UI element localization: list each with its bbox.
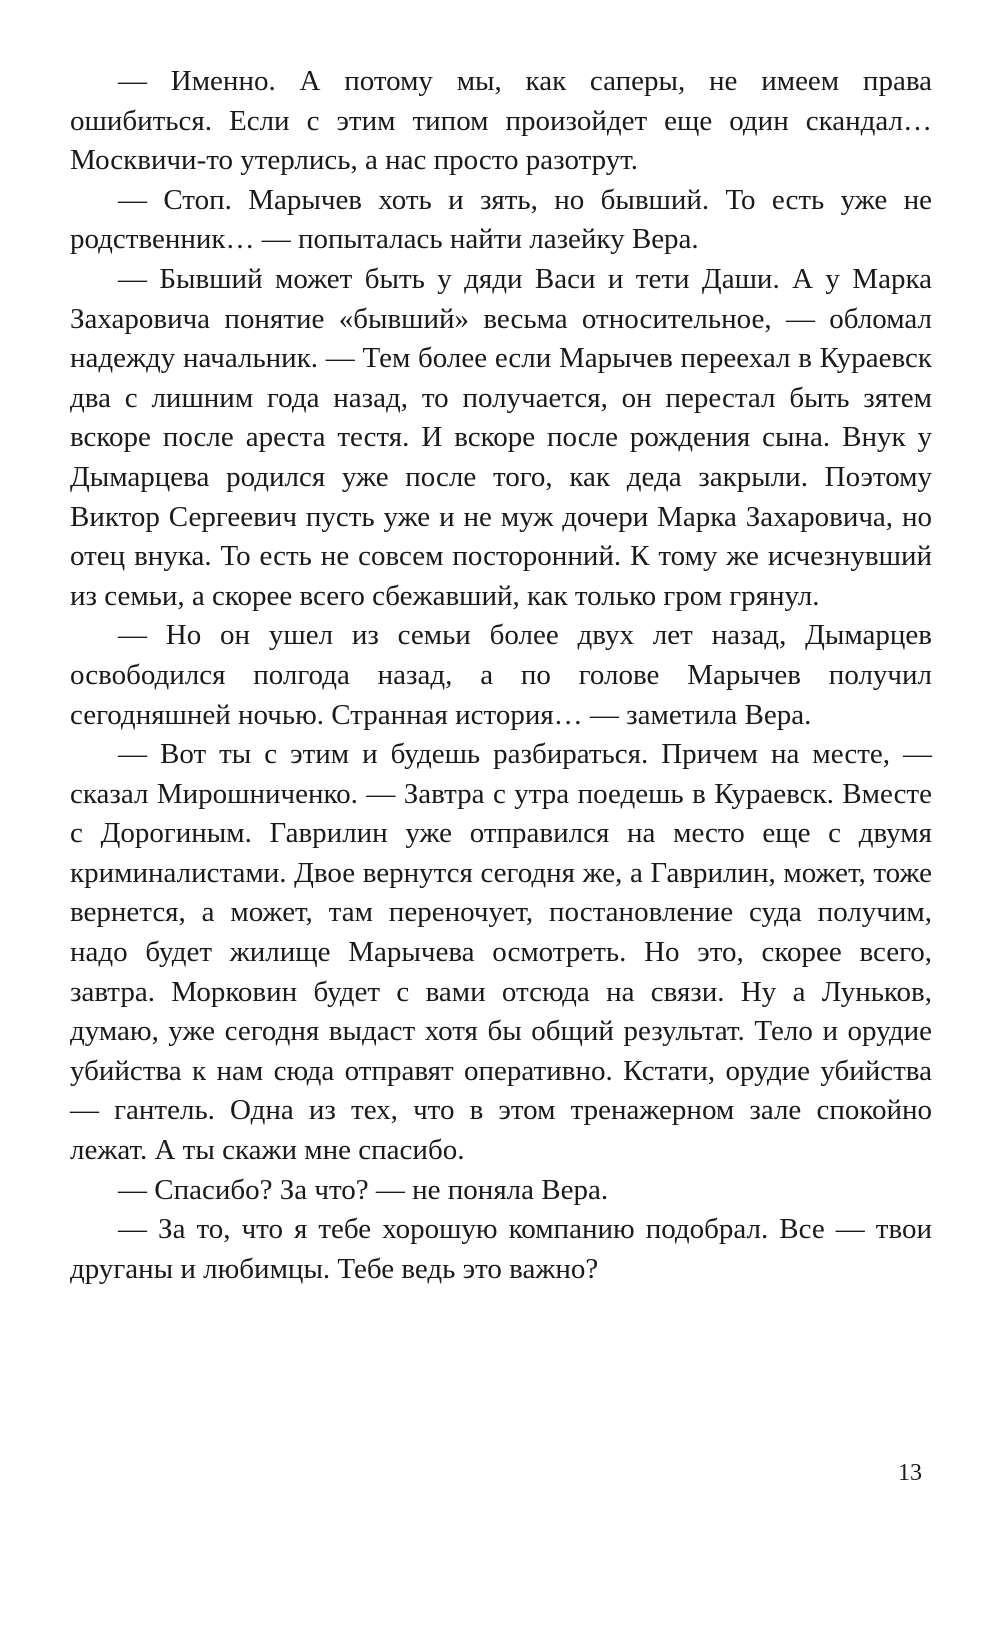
page-number: 13 (898, 1460, 922, 1486)
paragraph-3: — Бывший может быть у дяди Васи и тети Даши. А у Марка Захаровича понятие «бывший» весьма относительное, — обломал надежду начальник. — Тем более если Марычев переехал в Кураевск два с лишним года назад, то получается, он перестал быть зятем вскоре после ареста тестя. И вскоре после рождения сына. Внук у Дымарцева родился уже после того, как деда закрыли. Поэтому Виктор Сергеевич пусть уже и не муж дочери Марка Захаровича, но отец внука. То есть не совсем посторонний. К тому же исчезнувший из семьи, а скорее всего сбежавший, как только гром грянул. (70, 262, 932, 612)
paragraph-4: — Но он ушел из семьи более двух лет назад, Дымарцев освободился полгода назад, а по голове Марычев получил сегодняшней ночью. Странная история… — заметила Вера. (70, 619, 932, 731)
paragraph-6: — Спасибо? За что? — не поняла Вера. (118, 1173, 609, 1206)
paragraph-7: — За то, что я тебе хорошую компанию подобрал. Все — твои друганы и любимцы. Тебе ведь это важно? (70, 1213, 932, 1285)
book-page-text (70, 62, 932, 1289)
paragraph-5: — Вот ты с этим и будешь разбираться. Причем на месте, — сказал Мирошниченко. — Завтра с утра поедешь в Кураевск. Вместе с Дорогиным. Гаврилин уже отправился на место еще с двумя криминалистами. Двое вернутся сегодня же, а Гаврилин, может, тоже вернется, а может, там переночует, постановление суда получим, надо будет жилище Марычева осмотреть. Но это, скорее всего, завтра. Морковин будет с вами отсюда на связи. Ну а Луньков, думаю, уже сегодня выдаст хотя бы общий результат. Тело и орудие убийства к нам сюда отправят оперативно. Кстати, орудие убийства — гантель. Одна из тех, что в этом тренажерном зале спокойно лежат. А ты скажи мне спасибо. (70, 738, 932, 1167)
paragraph-2: — Стоп. Марычев хоть и зять, но бывший. То есть уже не родственник… — попыталась найти лазейку Вера. (70, 183, 932, 256)
paragraph-1: — Именно. А потому мы, как саперы, не имеем права ошибиться. Если с этим типом произойдет еще один скандал… Москвичи-то утерлись, а нас просто разотрут. (70, 65, 932, 177)
